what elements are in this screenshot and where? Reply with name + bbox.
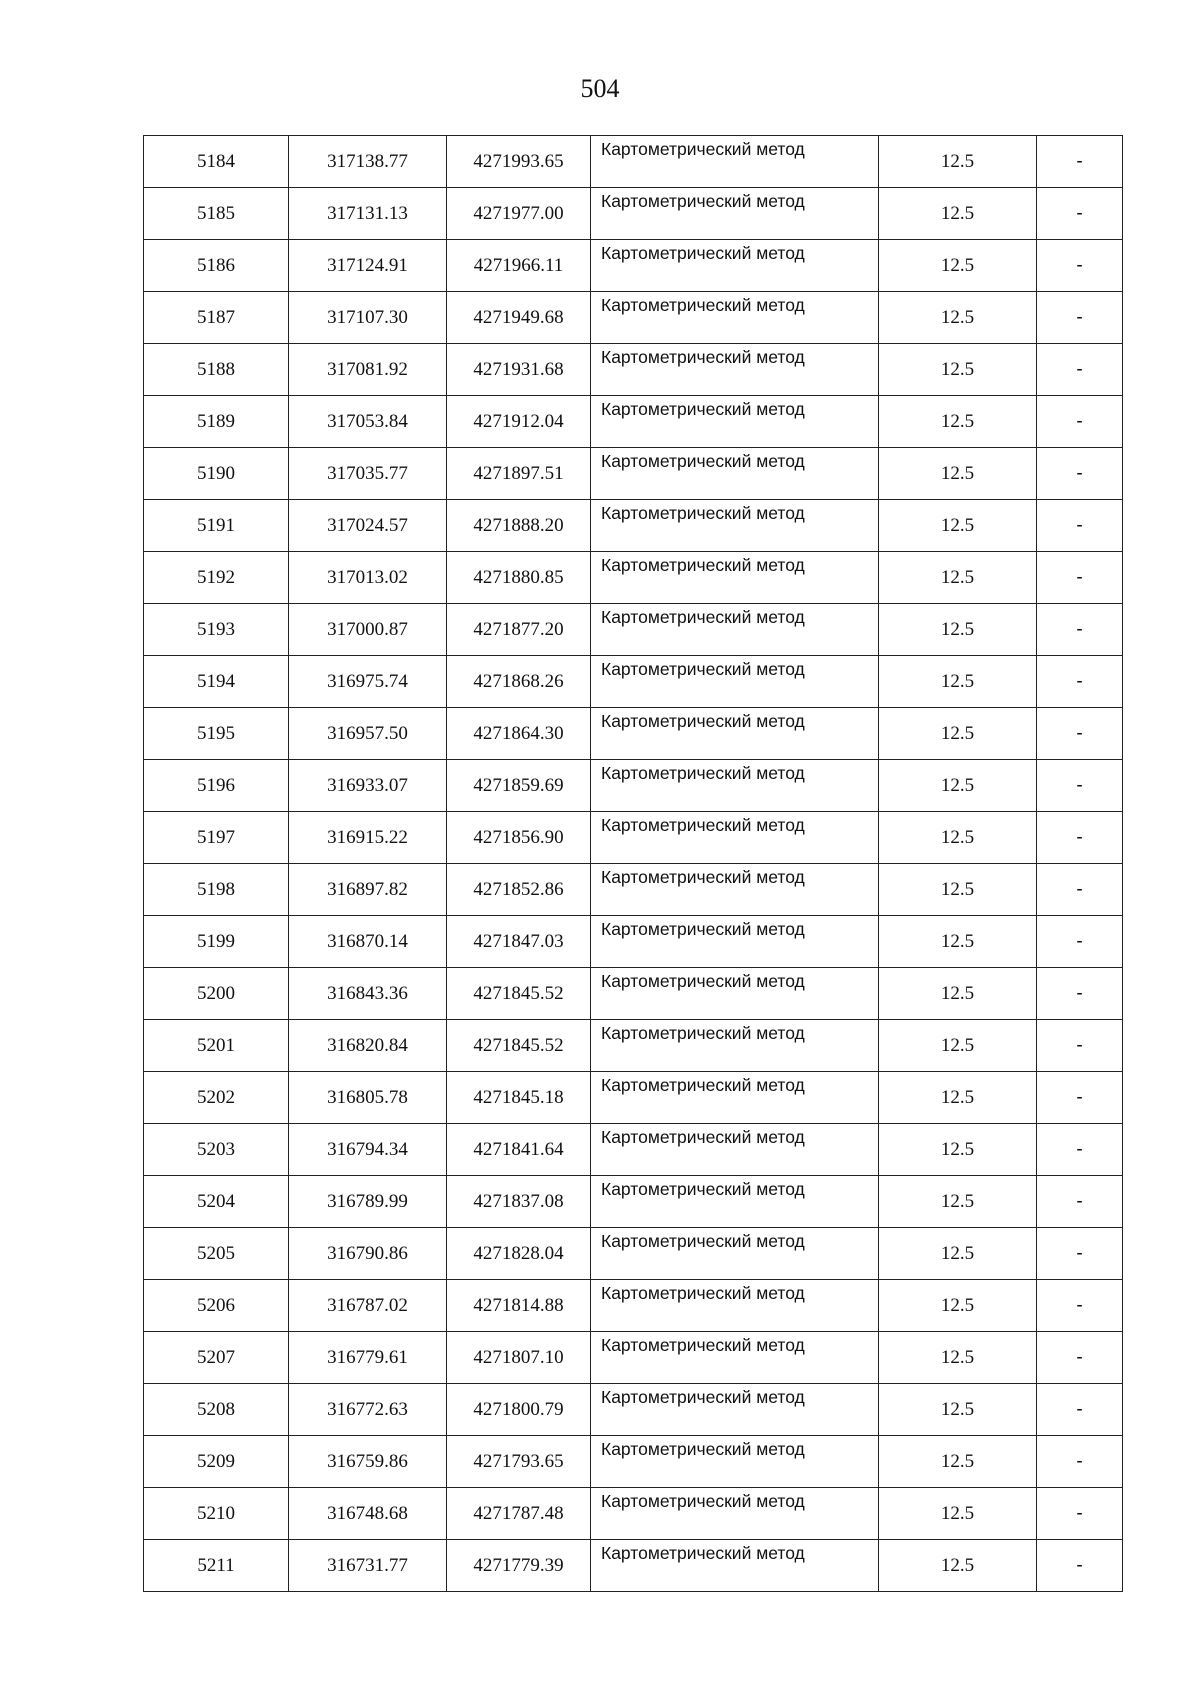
accuracy-cell: 12.5 xyxy=(879,1540,1037,1592)
x-coordinate-cell: 316748.68 xyxy=(289,1488,447,1540)
table-body xyxy=(144,136,1123,1592)
x-coordinate-cell: 317107.30 xyxy=(289,292,447,344)
table-row xyxy=(144,396,1123,448)
point-number-cell: 5199 xyxy=(144,916,289,968)
table-row xyxy=(144,916,1123,968)
table-row xyxy=(144,344,1123,396)
y-coordinate-cell: 4271845.52 xyxy=(447,968,591,1020)
note-cell: - xyxy=(1037,760,1123,812)
table-row xyxy=(144,656,1123,708)
y-coordinate-cell: 4271864.30 xyxy=(447,708,591,760)
method-cell: Картометрический метод xyxy=(591,812,879,864)
method-cell: Картометрический метод xyxy=(591,1020,879,1072)
x-coordinate-cell: 316759.86 xyxy=(289,1436,447,1488)
y-coordinate-cell: 4271845.18 xyxy=(447,1072,591,1124)
table-row xyxy=(144,1176,1123,1228)
note-cell: - xyxy=(1037,292,1123,344)
point-number-cell: 5196 xyxy=(144,760,289,812)
y-coordinate-cell: 4271949.68 xyxy=(447,292,591,344)
x-coordinate-cell: 316933.07 xyxy=(289,760,447,812)
note-cell: - xyxy=(1037,500,1123,552)
method-cell: Картометрический метод xyxy=(591,188,879,240)
y-coordinate-cell: 4271807.10 xyxy=(447,1332,591,1384)
table-row xyxy=(144,968,1123,1020)
table-row xyxy=(144,760,1123,812)
y-coordinate-cell: 4271931.68 xyxy=(447,344,591,396)
note-cell: - xyxy=(1037,1384,1123,1436)
point-number-cell: 5203 xyxy=(144,1124,289,1176)
x-coordinate-cell: 317013.02 xyxy=(289,552,447,604)
x-coordinate-cell: 316794.34 xyxy=(289,1124,447,1176)
x-coordinate-cell: 317081.92 xyxy=(289,344,447,396)
y-coordinate-cell: 4271888.20 xyxy=(447,500,591,552)
note-cell: - xyxy=(1037,656,1123,708)
point-number-cell: 5195 xyxy=(144,708,289,760)
method-cell: Картометрический метод xyxy=(591,1436,879,1488)
accuracy-cell: 12.5 xyxy=(879,968,1037,1020)
accuracy-cell: 12.5 xyxy=(879,1072,1037,1124)
table-row xyxy=(144,812,1123,864)
method-cell: Картометрический метод xyxy=(591,604,879,656)
x-coordinate-cell: 317138.77 xyxy=(289,136,447,188)
table-row xyxy=(144,448,1123,500)
x-coordinate-cell: 316790.86 xyxy=(289,1228,447,1280)
point-number-cell: 5198 xyxy=(144,864,289,916)
accuracy-cell: 12.5 xyxy=(879,604,1037,656)
note-cell: - xyxy=(1037,1176,1123,1228)
x-coordinate-cell: 317131.13 xyxy=(289,188,447,240)
point-number-cell: 5187 xyxy=(144,292,289,344)
x-coordinate-cell: 316787.02 xyxy=(289,1280,447,1332)
y-coordinate-cell: 4271793.65 xyxy=(447,1436,591,1488)
accuracy-cell: 12.5 xyxy=(879,344,1037,396)
x-coordinate-cell: 316820.84 xyxy=(289,1020,447,1072)
accuracy-cell: 12.5 xyxy=(879,240,1037,292)
method-cell: Картометрический метод xyxy=(591,1280,879,1332)
point-number-cell: 5202 xyxy=(144,1072,289,1124)
table-row xyxy=(144,1228,1123,1280)
point-number-cell: 5210 xyxy=(144,1488,289,1540)
table-row xyxy=(144,1332,1123,1384)
y-coordinate-cell: 4271847.03 xyxy=(447,916,591,968)
note-cell: - xyxy=(1037,604,1123,656)
table-row xyxy=(144,1540,1123,1592)
y-coordinate-cell: 4271912.04 xyxy=(447,396,591,448)
x-coordinate-cell: 317035.77 xyxy=(289,448,447,500)
point-number-cell: 5193 xyxy=(144,604,289,656)
method-cell: Картометрический метод xyxy=(591,292,879,344)
method-cell: Картометрический метод xyxy=(591,1124,879,1176)
table-row xyxy=(144,1384,1123,1436)
accuracy-cell: 12.5 xyxy=(879,812,1037,864)
point-number-cell: 5208 xyxy=(144,1384,289,1436)
point-number-cell: 5211 xyxy=(144,1540,289,1592)
table-row xyxy=(144,1280,1123,1332)
x-coordinate-cell: 316975.74 xyxy=(289,656,447,708)
y-coordinate-cell: 4271852.86 xyxy=(447,864,591,916)
point-number-cell: 5192 xyxy=(144,552,289,604)
y-coordinate-cell: 4271877.20 xyxy=(447,604,591,656)
note-cell: - xyxy=(1037,448,1123,500)
note-cell: - xyxy=(1037,1280,1123,1332)
accuracy-cell: 12.5 xyxy=(879,448,1037,500)
method-cell: Картометрический метод xyxy=(591,1384,879,1436)
point-number-cell: 5204 xyxy=(144,1176,289,1228)
x-coordinate-cell: 316870.14 xyxy=(289,916,447,968)
accuracy-cell: 12.5 xyxy=(879,552,1037,604)
note-cell: - xyxy=(1037,1124,1123,1176)
note-cell: - xyxy=(1037,1332,1123,1384)
point-number-cell: 5205 xyxy=(144,1228,289,1280)
x-coordinate-cell: 316779.61 xyxy=(289,1332,447,1384)
point-number-cell: 5185 xyxy=(144,188,289,240)
note-cell: - xyxy=(1037,812,1123,864)
method-cell: Картометрический метод xyxy=(591,1228,879,1280)
accuracy-cell: 12.5 xyxy=(879,396,1037,448)
x-coordinate-cell: 317024.57 xyxy=(289,500,447,552)
table-row xyxy=(144,708,1123,760)
note-cell: - xyxy=(1037,1228,1123,1280)
accuracy-cell: 12.5 xyxy=(879,1280,1037,1332)
y-coordinate-cell: 4271845.52 xyxy=(447,1020,591,1072)
accuracy-cell: 12.5 xyxy=(879,1124,1037,1176)
note-cell: - xyxy=(1037,1540,1123,1592)
y-coordinate-cell: 4271837.08 xyxy=(447,1176,591,1228)
method-cell: Картометрический метод xyxy=(591,656,879,708)
accuracy-cell: 12.5 xyxy=(879,500,1037,552)
point-number-cell: 5191 xyxy=(144,500,289,552)
x-coordinate-cell: 317053.84 xyxy=(289,396,447,448)
point-number-cell: 5200 xyxy=(144,968,289,1020)
x-coordinate-cell: 316805.78 xyxy=(289,1072,447,1124)
note-cell: - xyxy=(1037,552,1123,604)
note-cell: - xyxy=(1037,916,1123,968)
table-row xyxy=(144,1436,1123,1488)
note-cell: - xyxy=(1037,708,1123,760)
method-cell: Картометрический метод xyxy=(591,968,879,1020)
accuracy-cell: 12.5 xyxy=(879,656,1037,708)
method-cell: Картометрический метод xyxy=(591,1072,879,1124)
y-coordinate-cell: 4271977.00 xyxy=(447,188,591,240)
page-number: 504 xyxy=(580,74,620,103)
y-coordinate-cell: 4271880.85 xyxy=(447,552,591,604)
note-cell: - xyxy=(1037,1436,1123,1488)
note-cell: - xyxy=(1037,240,1123,292)
point-number-cell: 5194 xyxy=(144,656,289,708)
note-cell: - xyxy=(1037,1488,1123,1540)
accuracy-cell: 12.5 xyxy=(879,708,1037,760)
y-coordinate-cell: 4271814.88 xyxy=(447,1280,591,1332)
point-number-cell: 5186 xyxy=(144,240,289,292)
note-cell: - xyxy=(1037,1072,1123,1124)
note-cell: - xyxy=(1037,396,1123,448)
table-row xyxy=(144,1020,1123,1072)
table-row xyxy=(144,188,1123,240)
y-coordinate-cell: 4271779.39 xyxy=(447,1540,591,1592)
method-cell: Картометрический метод xyxy=(591,864,879,916)
table-row xyxy=(144,500,1123,552)
accuracy-cell: 12.5 xyxy=(879,1384,1037,1436)
note-cell: - xyxy=(1037,136,1123,188)
table-row xyxy=(144,864,1123,916)
note-cell: - xyxy=(1037,864,1123,916)
point-number-cell: 5189 xyxy=(144,396,289,448)
note-cell: - xyxy=(1037,188,1123,240)
point-number-cell: 5188 xyxy=(144,344,289,396)
table-row xyxy=(144,1124,1123,1176)
method-cell: Картометрический метод xyxy=(591,760,879,812)
point-number-cell: 5206 xyxy=(144,1280,289,1332)
point-number-cell: 5209 xyxy=(144,1436,289,1488)
accuracy-cell: 12.5 xyxy=(879,760,1037,812)
method-cell: Картометрический метод xyxy=(591,708,879,760)
y-coordinate-cell: 4271787.48 xyxy=(447,1488,591,1540)
table-row xyxy=(144,604,1123,656)
point-number-cell: 5190 xyxy=(144,448,289,500)
y-coordinate-cell: 4271859.69 xyxy=(447,760,591,812)
method-cell: Картометрический метод xyxy=(591,396,879,448)
accuracy-cell: 12.5 xyxy=(879,1488,1037,1540)
method-cell: Картометрический метод xyxy=(591,1176,879,1228)
method-cell: Картометрический метод xyxy=(591,552,879,604)
y-coordinate-cell: 4271966.11 xyxy=(447,240,591,292)
x-coordinate-cell: 316789.99 xyxy=(289,1176,447,1228)
accuracy-cell: 12.5 xyxy=(879,1332,1037,1384)
accuracy-cell: 12.5 xyxy=(879,916,1037,968)
x-coordinate-cell: 316915.22 xyxy=(289,812,447,864)
accuracy-cell: 12.5 xyxy=(879,1228,1037,1280)
note-cell: - xyxy=(1037,1020,1123,1072)
method-cell: Картометрический метод xyxy=(591,448,879,500)
table-row xyxy=(144,292,1123,344)
method-cell: Картометрический метод xyxy=(591,500,879,552)
accuracy-cell: 12.5 xyxy=(879,136,1037,188)
table-row xyxy=(144,1488,1123,1540)
point-number-cell: 5184 xyxy=(144,136,289,188)
method-cell: Картометрический метод xyxy=(591,344,879,396)
accuracy-cell: 12.5 xyxy=(879,1176,1037,1228)
y-coordinate-cell: 4271841.64 xyxy=(447,1124,591,1176)
accuracy-cell: 12.5 xyxy=(879,1436,1037,1488)
point-number-cell: 5201 xyxy=(144,1020,289,1072)
y-coordinate-cell: 4271800.79 xyxy=(447,1384,591,1436)
y-coordinate-cell: 4271856.90 xyxy=(447,812,591,864)
note-cell: - xyxy=(1037,968,1123,1020)
y-coordinate-cell: 4271868.26 xyxy=(447,656,591,708)
x-coordinate-cell: 316731.77 xyxy=(289,1540,447,1592)
y-coordinate-cell: 4271828.04 xyxy=(447,1228,591,1280)
x-coordinate-cell: 317000.87 xyxy=(289,604,447,656)
x-coordinate-cell: 316897.82 xyxy=(289,864,447,916)
method-cell: Картометрический метод xyxy=(591,240,879,292)
method-cell: Картометрический метод xyxy=(591,136,879,188)
method-cell: Картометрический метод xyxy=(591,1332,879,1384)
method-cell: Картометрический метод xyxy=(591,1488,879,1540)
x-coordinate-cell: 316957.50 xyxy=(289,708,447,760)
table-row xyxy=(144,1072,1123,1124)
accuracy-cell: 12.5 xyxy=(879,188,1037,240)
note-cell: - xyxy=(1037,344,1123,396)
table-row xyxy=(144,552,1123,604)
y-coordinate-cell: 4271897.51 xyxy=(447,448,591,500)
point-number-cell: 5197 xyxy=(144,812,289,864)
coordinates-table xyxy=(143,135,1123,1592)
x-coordinate-cell: 316843.36 xyxy=(289,968,447,1020)
x-coordinate-cell: 317124.91 xyxy=(289,240,447,292)
accuracy-cell: 12.5 xyxy=(879,864,1037,916)
table-row xyxy=(144,240,1123,292)
table-row xyxy=(144,136,1123,188)
accuracy-cell: 12.5 xyxy=(879,292,1037,344)
accuracy-cell: 12.5 xyxy=(879,1020,1037,1072)
method-cell: Картометрический метод xyxy=(591,1540,879,1592)
y-coordinate-cell: 4271993.65 xyxy=(447,136,591,188)
method-cell: Картометрический метод xyxy=(591,916,879,968)
x-coordinate-cell: 316772.63 xyxy=(289,1384,447,1436)
point-number-cell: 5207 xyxy=(144,1332,289,1384)
